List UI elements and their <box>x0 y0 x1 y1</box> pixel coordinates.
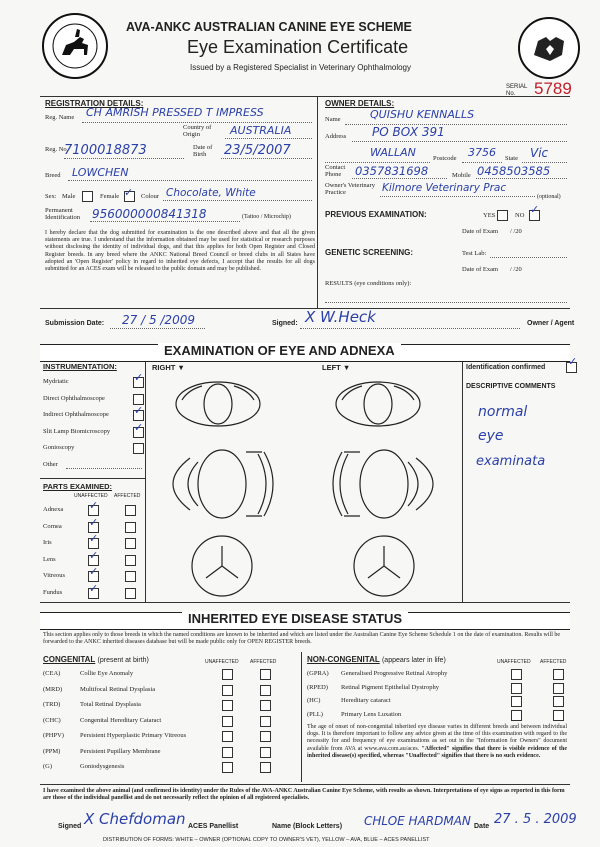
noncongenital-title: NON-CONGENITAL <box>307 655 380 664</box>
condition-affected-checkbox[interactable] <box>260 731 271 742</box>
condition-code: (PPM) <box>43 747 61 755</box>
owner-name-value[interactable]: QUISHU KENNALLS <box>370 108 475 121</box>
condition-code: (PLL) <box>307 710 323 718</box>
condition-name: Hereditary cataract <box>341 697 391 704</box>
reg-name-value[interactable]: CH AMRISH PRESSED T IMPRESS <box>86 106 264 119</box>
left-eye-label: LEFT ▼ <box>322 363 351 372</box>
serial-number: 5789 <box>534 79 572 98</box>
instrumentation-heading: INSTRUMENTATION: <box>43 362 117 371</box>
owner-name-label: Name <box>325 116 341 123</box>
panellist-label: ACES Panellist <box>188 823 239 830</box>
breed-label: Breed <box>45 172 61 179</box>
inherited-banner: INHERITED EYE DISEASE STATUS <box>182 611 408 626</box>
ankc-logo <box>518 17 580 79</box>
test-lab-label: Test Lab: <box>462 250 487 257</box>
yes-label: YES <box>483 212 496 219</box>
issued-by: Issued by a Registered Specialist in Veterinary Ophthalmology <box>190 63 412 72</box>
genetic-date-value[interactable]: / /20 <box>510 266 522 273</box>
male-checkbox[interactable] <box>82 191 93 202</box>
block-name-label: Name (Block Letters) <box>272 823 343 830</box>
part-label: Iris <box>43 539 52 546</box>
panellist-statement: I have examined the above animal (and confirmed its identity) under the Rules of the AVA-ANKC Australian Canine Eye Scheme, with results as shown. Interpretations of eye signs as reported in this form are those of the individual panellist and do not necessarily reflect the opinion of all registered specialists. <box>43 788 565 802</box>
left-eye-external-icon <box>336 382 420 426</box>
condition-name: Congenital Hereditary Cataract <box>80 716 162 724</box>
condition-unaffected-checkbox[interactable] <box>222 731 233 742</box>
prev-date-value[interactable]: / /20 <box>510 228 522 235</box>
page-subtitle: Eye Examination Certificate <box>187 37 409 57</box>
mobile-value[interactable]: 0458503585 <box>477 164 551 178</box>
part-check-icon: ✓ <box>89 499 99 512</box>
declaration-text: I hereby declare that the dog submitted for examination is the one described above and that all the given statements are true. I understand that the information obtained may be used for statistical or research purposes without disclosing the identity of individual dogs, and that this applies for both Open Register and Closed Register breeds. In any breed where the ANKC National Breed Council or breed clubs in all States have adopted an 'Open Register' policy in regard to inherited eye defects, I accept that the results for all dogs submitted for an ACES exam will be released to the public domain and may be published. <box>45 230 315 273</box>
right-eye-external-icon <box>176 382 260 426</box>
part-label: Lens <box>43 555 56 563</box>
genetic-heading: GENETIC SCREENING: <box>325 248 414 257</box>
owner-heading: OWNER DETAILS: <box>325 99 395 108</box>
owner-agent-label: Owner / Agent <box>527 320 575 327</box>
part-check-icon: ✓ <box>89 532 99 545</box>
postcode-value[interactable]: 3756 <box>468 146 496 159</box>
parts-unaffected-label: UNAFFECTED <box>74 493 108 499</box>
footer-date-label: Date <box>474 823 490 830</box>
left-lens-icon <box>354 536 414 596</box>
country-value[interactable]: AUSTRALIA <box>230 124 292 137</box>
part-label: Adnexa <box>43 506 64 513</box>
condition-code: (TRD) <box>43 701 61 708</box>
right-eye-label: RIGHT ▼ <box>152 363 185 372</box>
condition-name: Persistent Pupillary Membrane <box>80 747 161 755</box>
instrument-label: Slit Lamp Biomicroscopy <box>43 427 111 435</box>
id-confirmed-check-icon: ✓ <box>568 355 578 368</box>
vet-practice-label: Owner's Veterinary Practice <box>325 182 375 196</box>
condition-unaffected-checkbox[interactable] <box>222 747 233 758</box>
condition-affected-checkbox[interactable] <box>260 716 271 727</box>
other-line[interactable] <box>66 468 142 469</box>
condition-name: Goniodysgenesis <box>80 763 125 770</box>
dog-map-icon <box>520 19 578 77</box>
exam-banner: EXAMINATION OF EYE AND ADNEXA <box>158 343 401 358</box>
owner-signature[interactable]: X W.Heck <box>305 308 376 326</box>
no-label: NO <box>515 212 525 219</box>
condition-code: (HC) <box>307 697 321 704</box>
part-label: Vitreous <box>43 572 65 579</box>
condition-code: (MRD) <box>43 685 63 693</box>
female-check-icon: ✓ <box>124 186 134 199</box>
condition-unaffected-checkbox[interactable] <box>222 700 233 711</box>
submission-date-value[interactable]: 27 / 5 /2009 <box>122 313 195 327</box>
address-value[interactable]: PO BOX 391 <box>372 125 445 139</box>
comment-line-3[interactable]: examinata <box>476 454 546 469</box>
prev-date-label: Date of Exam <box>462 228 499 235</box>
condition-affected-checkbox[interactable] <box>260 685 271 696</box>
colour-label: Colour <box>141 193 160 200</box>
horse-rider-icon <box>44 15 106 77</box>
part-affected-checkbox[interactable] <box>125 571 136 582</box>
sex-label: Sex: <box>45 193 57 200</box>
dob-label: Date of Birth <box>193 144 213 158</box>
condition-unaffected-checkbox[interactable] <box>511 710 522 721</box>
condition-affected-checkbox[interactable] <box>553 669 564 680</box>
submission-signed-label: Signed: <box>272 320 298 327</box>
condition-name: Multifocal Retinal Dysplasia <box>80 685 156 693</box>
perm-id-note: (Tattoo / Microchip) <box>242 214 291 220</box>
instrument-check-icon: ✓ <box>134 371 144 384</box>
instrument-label: Mydriatic <box>43 378 69 385</box>
condition-affected-checkbox[interactable] <box>260 700 271 711</box>
congenital-heading <box>43 655 149 664</box>
eye-diagrams <box>146 372 462 602</box>
panellist-signature[interactable]: X Chefdoman <box>84 810 186 828</box>
prev-exam-heading: PREVIOUS EXAMINATION: <box>325 210 427 219</box>
female-label: Female <box>100 193 120 200</box>
perm-id-value[interactable]: 956000000841318 <box>92 207 207 221</box>
instrument-check-icon: ✓ <box>134 420 144 434</box>
cong-affected-label: AFFECTED <box>250 659 277 665</box>
condition-name: Retinal Pigment Epithelial Dystrophy <box>341 683 440 691</box>
instrument-label: Gonioscopy <box>43 444 75 451</box>
noncongenital-heading <box>307 655 446 664</box>
genetic-date-label: Date of Exam <box>462 266 499 273</box>
id-confirmed-label: Identification confirmed <box>466 364 546 371</box>
footer-date-value[interactable]: 27 . 5 . 2009 <box>494 812 577 827</box>
cong-unaffected-label: UNAFFECTED <box>205 659 239 665</box>
colour-value[interactable]: Chocolate, White <box>166 187 256 199</box>
condition-code: (G) <box>43 763 53 770</box>
part-label: Cornea <box>43 522 62 530</box>
ava-logo <box>42 13 108 79</box>
reg-no-label: Reg. No. <box>45 146 69 153</box>
vet-practice-value[interactable]: Kilmore Veterinary Prac <box>382 182 507 194</box>
condition-unaffected-checkbox[interactable] <box>222 669 233 680</box>
perm-id-label: Permanent Identification <box>45 207 81 221</box>
reg-name-label: Reg. Name <box>45 114 75 121</box>
page-title: AVA-ANKC AUSTRALIAN CANINE EYE SCHEME <box>126 20 412 34</box>
left-eye-section-icon <box>333 450 433 518</box>
condition-affected-checkbox[interactable] <box>553 710 564 721</box>
condition-affected-checkbox[interactable] <box>260 669 271 680</box>
condition-affected-checkbox[interactable] <box>260 747 271 758</box>
instrument-checkbox[interactable] <box>133 394 144 405</box>
part-check-icon: ✓ <box>89 565 99 578</box>
part-label: Fundus <box>43 588 63 596</box>
condition-name: Persistent Hyperplastic Primary Vitreous <box>80 732 187 739</box>
age-note-bold: "Affected" signifies that there is visible evidence of the inherited disease(s) specified, whereas "Unaffected" signifies that there is no such evidence. <box>307 745 567 759</box>
part-affected-checkbox[interactable] <box>125 505 136 516</box>
condition-unaffected-checkbox[interactable] <box>511 683 522 694</box>
noncong-unaffected-label: UNAFFECTED <box>497 659 531 665</box>
condition-unaffected-checkbox[interactable] <box>222 762 233 773</box>
age-note-text: The age of onset of non-congenital inherited eye disease varies in different breeds and between individual dogs. It is therefore important to follow any advice given at the time of this examination with regard to the necessity for and frequency of eye examinations as set out in the "Information for Owners" document available from AVA at www.ava.com.au/aces. <box>307 724 567 752</box>
instrument-label: Indirect Ophthalmoscope <box>43 411 109 418</box>
comment-line-1[interactable]: normal <box>478 404 528 420</box>
condition-affected-checkbox[interactable] <box>260 762 271 773</box>
prev-yes-checkbox[interactable] <box>497 210 508 221</box>
block-name-value[interactable]: CHLOE HARDMAN <box>364 814 471 828</box>
submission-date-label: Submission Date: <box>45 320 105 327</box>
dob-value[interactable]: 23/5/2007 <box>224 143 291 158</box>
postcode-label: Postcode <box>433 155 457 162</box>
address-label: Address <box>325 133 347 140</box>
part-check-icon: ✓ <box>89 515 99 529</box>
vet-optional-label: (optional) <box>537 194 561 200</box>
condition-affected-checkbox[interactable] <box>553 683 564 694</box>
condition-code: (GPRA) <box>307 670 329 677</box>
country-label: Country of Origin <box>183 124 212 138</box>
right-eye-section-icon <box>173 450 273 518</box>
distribution-note: DISTRIBUTION OF FORMS: WHITE – OWNER (OPTIONAL COPY TO OWNER'S VET), YELLOW – AVA, BLUE – ACES PANELLIST <box>103 837 430 843</box>
parts-heading: PARTS EXAMINED: <box>43 482 113 491</box>
congenital-title: CONGENITAL <box>43 655 96 664</box>
congenital-note: (present at birth) <box>97 657 149 664</box>
results-label: RESULTS (eye conditions only): <box>325 280 412 287</box>
parts-affected-label: AFFECTED <box>114 493 141 499</box>
comment-line-2[interactable]: eye <box>478 428 504 444</box>
desc-comments-heading: DESCRIPTIVE COMMENTS <box>466 383 556 390</box>
footer-signed-label: Signed <box>58 823 82 830</box>
part-affected-checkbox[interactable] <box>125 538 136 549</box>
age-note <box>307 724 567 760</box>
registration-heading: REGISTRATION DETAILS: <box>45 99 144 108</box>
condition-name: Primary Lens Luxation <box>341 710 402 718</box>
condition-name: Total Retinal Dysplasia <box>80 701 141 708</box>
condition-name: Generalised Progressive Retinal Atrophy <box>341 670 448 677</box>
condition-unaffected-checkbox[interactable] <box>511 696 522 707</box>
inherited-intro: This section applies only to those breeds in which the named conditions are known to be inherited and which are listed under the Australian Canine Eye Scheme Schedule 1 on the date of examination. Results will be forwarded to the ANKC inherited diseases database but will be made public only for OPEN REGISTER breeds. <box>43 632 561 646</box>
noncong-affected-label: AFFECTED <box>540 659 567 665</box>
state-value[interactable]: Vic <box>530 146 549 160</box>
male-label: Male <box>62 193 76 200</box>
instrument-label: Direct Ophthalmoscope <box>43 394 105 402</box>
instrument-label: Other <box>43 460 58 468</box>
condition-code: (PHPV) <box>43 732 64 739</box>
right-lens-icon <box>192 536 252 596</box>
condition-name: Collie Eye Anomaly <box>80 670 134 677</box>
contact-phone-label: Contact Phone <box>325 164 346 178</box>
instrument-checkbox[interactable] <box>133 443 144 454</box>
part-affected-checkbox[interactable] <box>125 555 136 566</box>
condition-code: (CHC) <box>43 716 61 724</box>
part-check-icon: ✓ <box>89 548 99 562</box>
condition-unaffected-checkbox[interactable] <box>222 716 233 727</box>
prev-no-check-icon: ✓ <box>530 203 540 216</box>
condition-affected-checkbox[interactable] <box>553 696 564 707</box>
address2-value[interactable]: WALLAN <box>370 146 416 159</box>
part-affected-checkbox[interactable] <box>125 588 136 599</box>
instrument-check-icon: ✓ <box>134 404 144 417</box>
part-affected-checkbox[interactable] <box>125 522 136 533</box>
mobile-label: Mobile <box>452 172 471 179</box>
breed-value[interactable]: LOWCHEN <box>72 166 129 179</box>
reg-no-value[interactable]: 7100018873 <box>64 143 147 158</box>
condition-code: (CEA) <box>43 670 61 677</box>
condition-code: (RPED) <box>307 683 328 691</box>
serial-label: SERIAL No. <box>506 84 528 97</box>
condition-unaffected-checkbox[interactable] <box>511 669 522 680</box>
phone-value[interactable]: 0357831698 <box>355 164 429 178</box>
state-label: State <box>505 155 518 162</box>
noncongenital-note: (appears later in life) <box>381 657 446 664</box>
condition-unaffected-checkbox[interactable] <box>222 685 233 696</box>
part-check-icon: ✓ <box>89 581 99 595</box>
